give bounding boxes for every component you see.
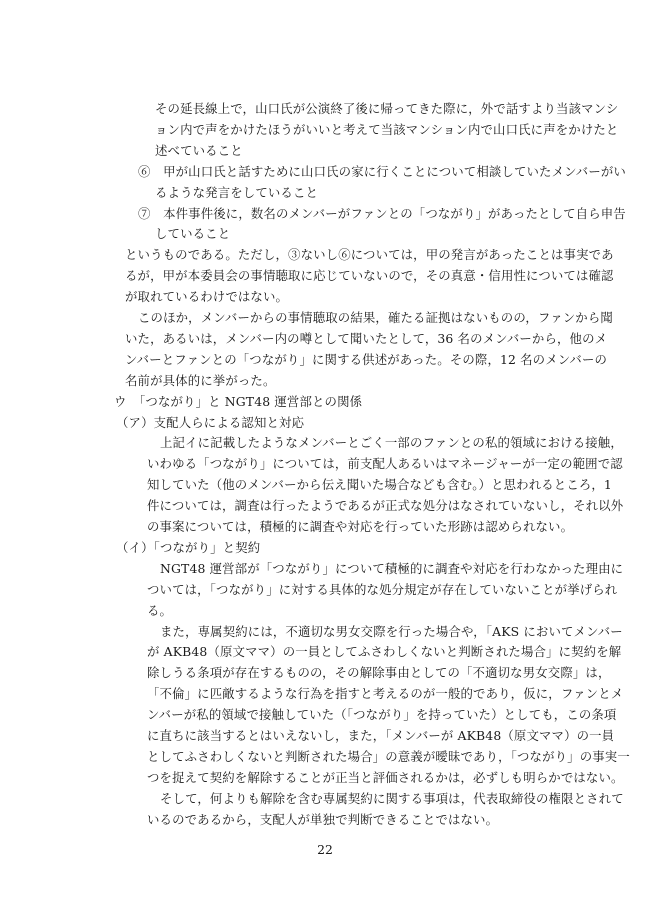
text-line: していること [155, 226, 231, 242]
text-line: 除しうる条項が存在するものの，その解除事由としての「不適切な男女交際」は， [147, 665, 611, 681]
text-line: の事案については，積極的に調査や対応を行っていた形跡は認められない。 [147, 519, 574, 534]
text-line: るような発言をしていること [155, 184, 319, 200]
text-line: また，専属契約には，不適切な男女交際を行った場合や，「AKS においてメンバー [160, 623, 623, 639]
text-line: 知していた（他のメンバーから伝え聞いた場合なども含む。）と思われるところ，1 [147, 477, 612, 493]
text-line: 述べていること [155, 142, 243, 158]
section-heading-u: ウ 「つながり」と NGT48 運営部との関係 [114, 393, 363, 409]
text-line: いた，あるいは，メンバー内の噂として聞いたとして，36 名のメンバーから，他のメ [125, 330, 608, 346]
text-line: としてふさわしくないと判断された場合」の意義が曖昧であり，「つながり」の事実一 [147, 748, 630, 764]
text-line: いわゆる「つながり」については，前支配人あるいはマネージャーが一定の範囲で認 [147, 456, 623, 472]
text-line: その延長線上で，山口氏が公演終了後に帰ってきた際に，外で話すより当該マンシ [155, 101, 619, 116]
text-line: NGT48 運営部が「つながり」について積極的に調査や対応を行わなかった理由に [160, 560, 624, 576]
text-line: 上記イに記載したようなメンバーとごく一部のファンとの私的領域における接触， [160, 435, 623, 451]
text-line: 「不倫」に匹敵するような行為を指すと考えるのが一般的であり，仮に，ファンとメ [147, 686, 624, 702]
text-line: そして，何よりも解除を含む専属契約に関する事項は，代表取締役の権限とされて [160, 790, 624, 806]
text-line: というものである。ただし，③ないし⑥については，甲の発言があったことは事実であ [125, 247, 614, 263]
text-line: 名前が具体的に挙がった。 [125, 372, 276, 388]
list-item-7: ⑦ 本件事件後に，数名のメンバーがファンとの「つながり」があったとして自ら申告 [138, 205, 626, 221]
text-line: いるのであるから，支配人が単独で判断できることではない。 [147, 811, 499, 827]
text-line: が AKB48（原文ママ）の一員としてふさわしくないと判断された場合」に契約を解 [147, 644, 622, 660]
text-line: ついては，「つながり」に対する具体的な処分規定が存在していないことが挙げられ [147, 581, 618, 597]
text-line: る。 [147, 602, 173, 618]
text-line: が取れているわけではない。 [125, 289, 289, 305]
text-line: るが，甲が本委員会の事情聴取に応じていないので，その真意・信用性については確認 [125, 268, 614, 284]
list-item-6: ⑥ 甲が山口氏と話すために山口氏の家に行くことについて相談していたメンバーがい [138, 163, 626, 179]
page-number: 22 [317, 842, 333, 857]
text-line: 件については，調査は行ったようであるが正式な処分はなされていないし，それ以外 [147, 498, 624, 514]
text-line: に直ちに該当するとはいえないし，また，「メンバーが AKB48（原文ママ）の一員 [147, 728, 615, 743]
text-line: ンバーが私的領域で接触していた（「つながり」を持っていた）としても，この条項 [147, 707, 617, 723]
text-line: ンバーとファンとの「つながり」に関する供述があった。その際，12 名のメンバーの [125, 351, 608, 367]
subsection-heading-i: （イ）「つながり」と契約 [116, 539, 261, 555]
text-line: このほか，メンバーからの事情聴取の結果，確たる証拠はないものの，ファンから聞 [138, 310, 613, 325]
text-line: つを捉えて契約を解除することが正当と評価されるかは，必ずしも明らかではない。 [147, 769, 624, 785]
subsection-heading-a: （ア）支配人らによる認知と対応 [116, 414, 305, 430]
text-line: ョン内で声をかけたほうがいいと考えて当該マンション内で山口氏に声をかけたと [155, 121, 619, 137]
